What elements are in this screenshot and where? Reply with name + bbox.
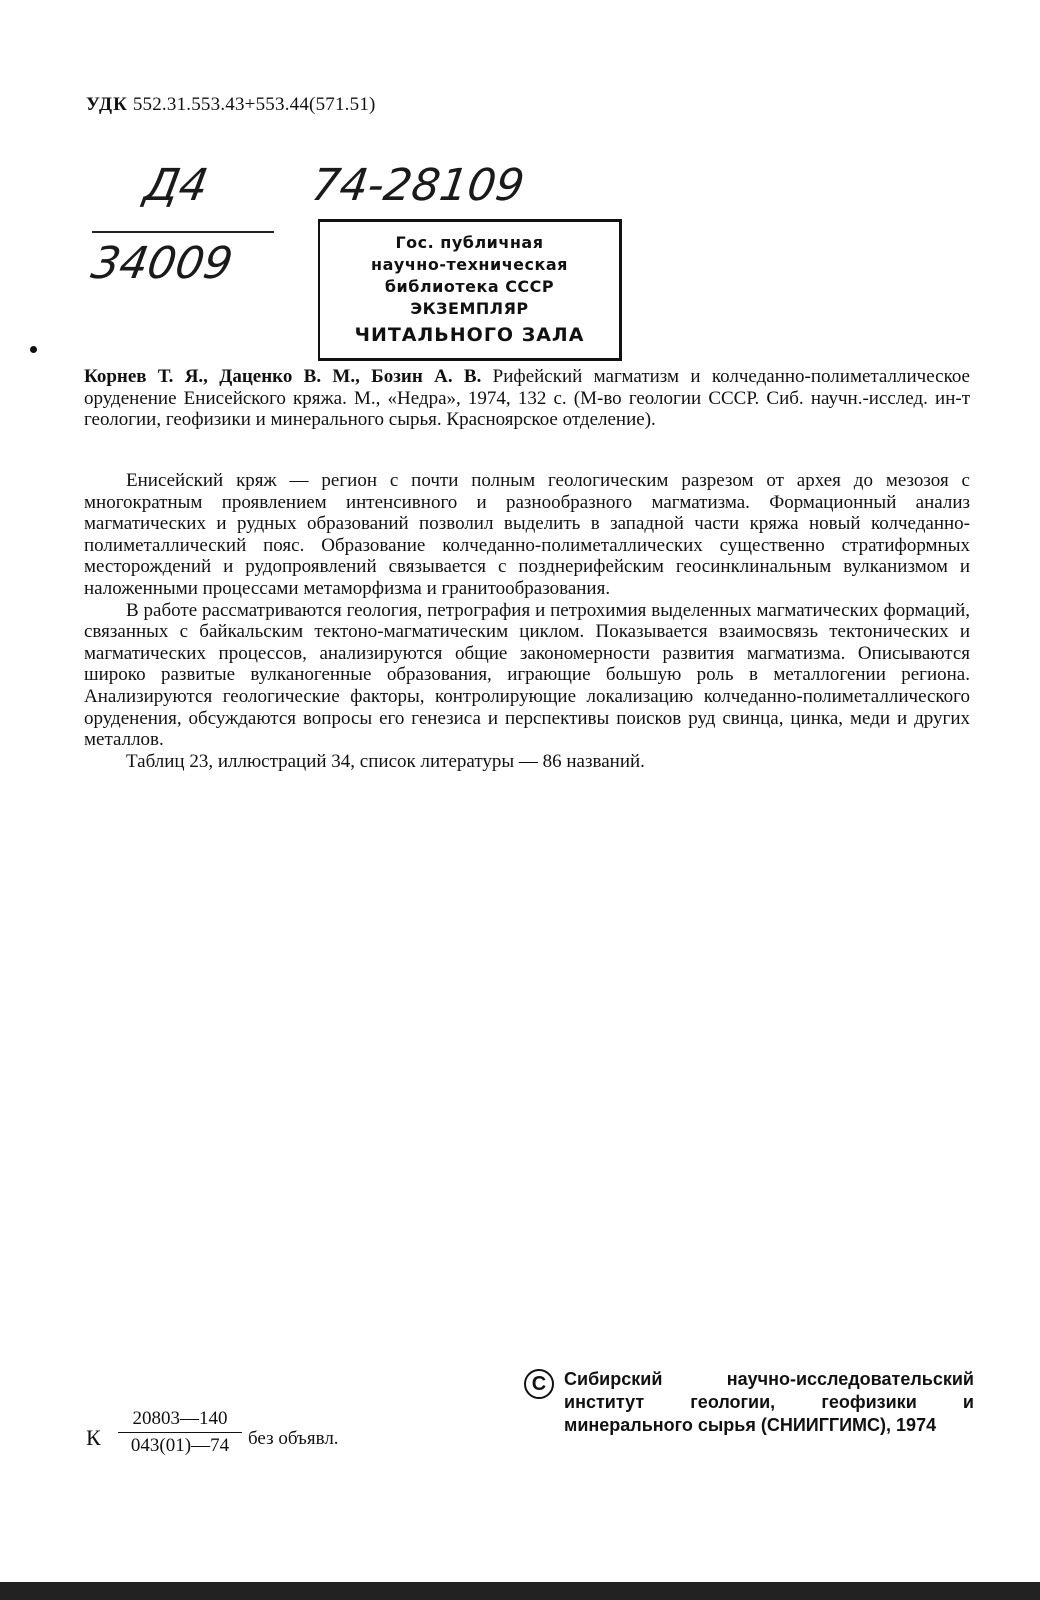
stamp-line-1: Гос. публичная [395,233,544,252]
bibliographic-record [84,366,970,431]
handwritten-fraction-line [92,231,274,233]
udk-line [86,94,376,116]
handwritten-shelfmark-top: Д4 [140,160,212,211]
copyright-block [524,1368,974,1437]
stamp-line-5: ЧИТАЛЬНОГО ЗАЛА [354,324,585,346]
copyright-icon: C [524,1369,554,1399]
index-denominator: 043(01)—74 [130,1435,230,1456]
copyright-text: Сибирский научно-исследовательский институт геологии, геофизики и минерального сырья (СНИИГГИМС), 1974 [564,1369,974,1435]
index-note: без объявл. [248,1428,339,1449]
index-numerator: 20803—140 [118,1408,242,1433]
udk-code: 552.31.553.43+553.44(571.51) [132,94,376,115]
udk-label: УДК [86,94,128,115]
abstract [84,470,970,772]
margin-dot [30,346,37,353]
stamp-line-3: библиотека СССР [384,277,555,296]
authors: Корнев Т. Я., Даценко В. М., Бозин А. В. [84,366,482,387]
index-letter: К [86,1425,101,1450]
stamp-line-4: ЭКЗЕМПЛЯР [410,299,529,318]
stamp-line-2: научно-техническая [371,255,568,274]
abstract-paragraph: Енисейский кряж — регион с почти полным геологическим разрезом от архея до мезозоя с многократным проявлением интенсивного и разнообразного магматизма. Формационный анализ магматических и рудных образований позволил выделить в западной части кряжа новый колчеданно-полиметаллический пояс. Образование колчеданно-полиметаллических существенно стратиформных месторождений и рудопроявлений связывается с позднерифейским геосинклинальным вулканизмом и наложенными процессами метаморфизма и гранитообразования. [84,470,970,599]
index-fraction [118,1408,242,1457]
bibliographic-description: Рифейский магматизм и колчеданно-полиметаллическое оруденение Енисейского кряжа. М., «Недра», 1974, 132 с. (М-во геологии СССР. Сиб. научн.-исслед. ин-т геологии, геофизики и минерального сырья. Красноярское отделение). [84,366,970,431]
scan-bottom-edge [0,1582,1040,1600]
handwritten-accession-number: 74-28109 [308,160,528,211]
abstract-paragraph: Таблиц 23, иллюстраций 34, список литературы — 86 названий. [126,750,645,772]
handwritten-shelfmark-bottom: 34009 [87,238,237,289]
library-stamp [318,219,622,361]
abstract-paragraph: В работе рассматриваются геология, петрография и петрохимия выделенных магматических формаций, связанных с байкальским тектоно-магматическим циклом. Показывается взаимосвязь тектонических и магматических процессов, анализируются общие закономерности развития магматизма. Описываются широко развитые вулканогенные образования, играющие большую роль в металлогении региона. Анализируются геологические факторы, контролирующие локализацию колчеданно-полиметаллического оруденения, обсуждаются вопросы его генезиса и перспективы поисков руд свинца, цинка, меди и других металлов. [84,599,970,751]
